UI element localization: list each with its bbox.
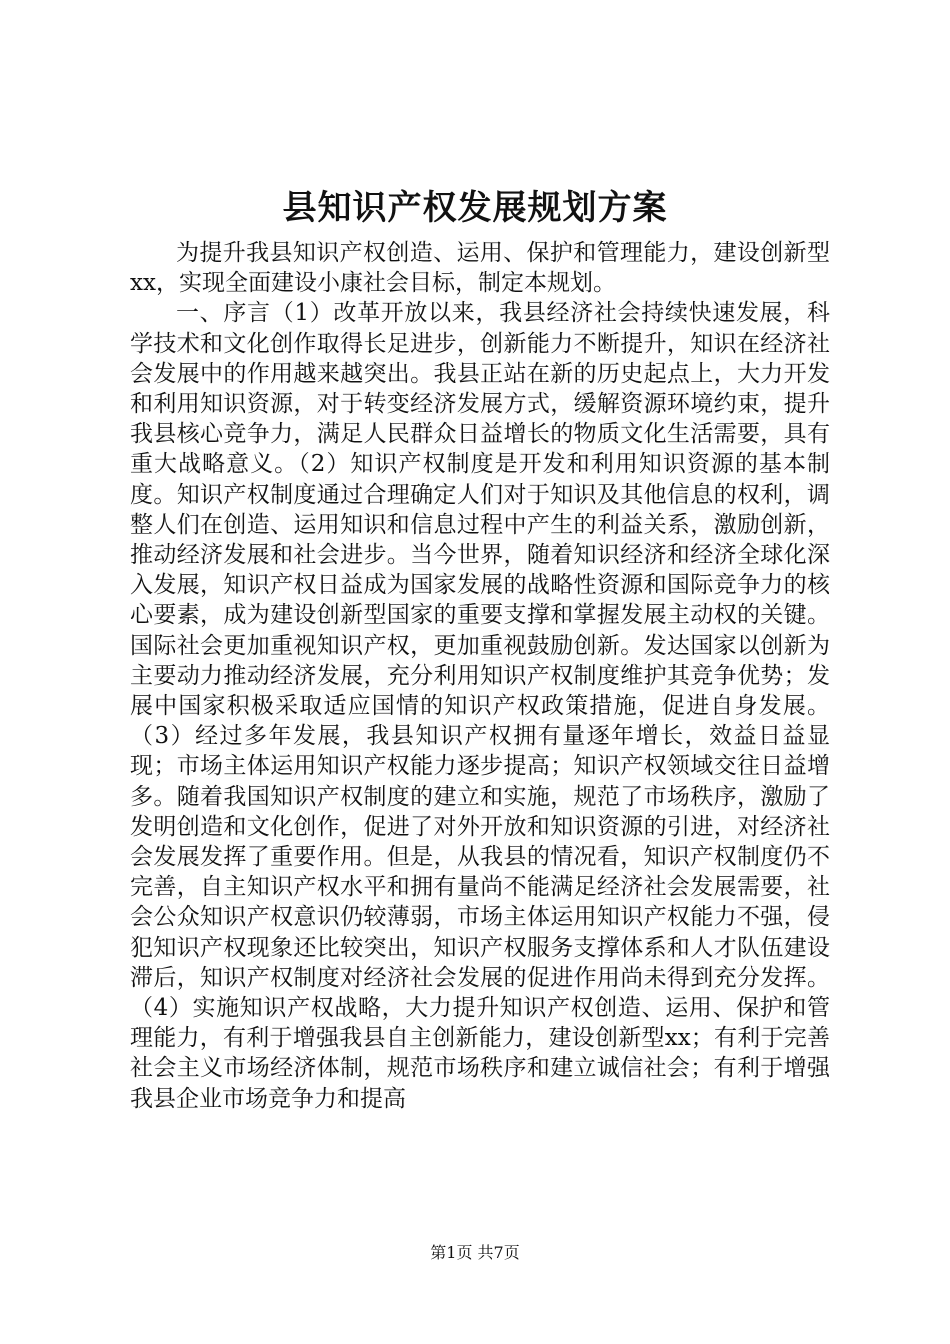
body-paragraph-preface: 一、序言（1）改革开放以来，我县经济社会持续快速发展，科学技术和文化创作取得长足进步，创新能力不断提升，知识在经济社会发展中的作用越来越突出。我县正站在新的历史起点上，大力开发和利用知识资源，对于转变经济发展方式，缓解资源环境约束，提升我县核心竞争力，满足人民群众日益增长的物质文化生活需要，具有重大战略意义。（2）知识产权制度是开发和利用知识资源的基本制度。知识产权制度通过合理确定人们对于知识及其他信息的权利，调整人们在创造、运用知识和信息过程中产生的利益关系，激励创新，推动经济发展和社会进步。当今世界，随着知识经济和经济全球化深入发展，知识产权日益成为国家发展的战略性资源和国际竞争力的核心要素，成为建设创新型国家的重要支撑和掌握发展主动权的关键。国际社会更加重视知识产权，更加重视鼓励创新。发达国家以创新为主要动力推动经济发展，充分利用知识产权制度维护其竞争优势；发展中国家积极采取适应国情的知识产权政策措施，促进自身发展。（3）经过多年发展，我县知识产权拥有量逐年增长，效益日益显现；市场主体运用知识产权能力逐步提高；知识产权领域交往日益增多。随着我国知识产权制度的建立和实施，规范了市场秩序，激励了发明创造和文化创作，促进了对外开放和知识资源的引进，对经济社会发展发挥了重要作用。但是，从我县的情况看，知识产权制度仍不完善，自主知识产权水平和拥有量尚不能满足经济社会发展需要，社会公众知识产权意识仍较薄弱，市场主体运用知识产权能力不强，侵犯知识产权现象还比较突出，知识产权服务支撑体系和人才队伍建设滞后，知识产权制度对经济社会发展的促进作用尚未得到充分发挥。（4）实施知识产权战略，大力提升知识产权创造、运用、保护和管理能力，有利于增强我县自主创新能力，建设创新型xx；有利于完善社会主义市场经济体制，规范市场秩序和建立诚信社会；有利于增强我县企业市场竞争力和提高 [130,300,830,1112]
document-title: 县知识产权发展规划方案 [282,188,668,228]
body-paragraph-intro: 为提升我县知识产权创造、运用、保护和管理能力，建设创新型xx，实现全面建设小康社会目标，制定本规划。 [130,240,830,297]
document-body [130,238,830,1114]
page-number-footer: 第1页 共7页 [430,1243,520,1262]
